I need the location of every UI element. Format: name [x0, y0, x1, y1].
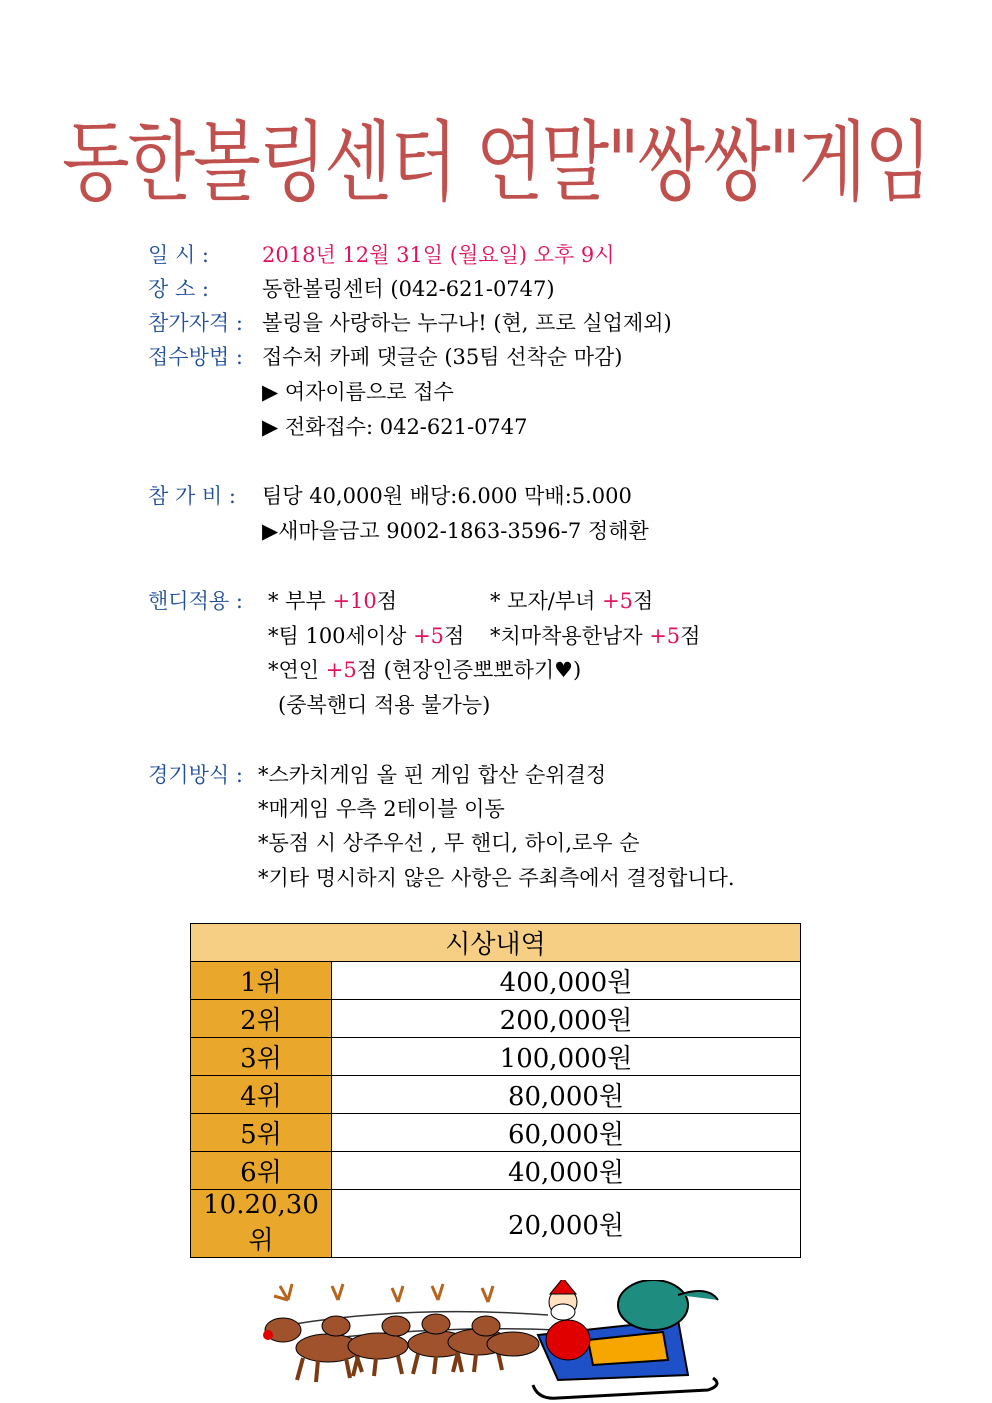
prize-amount: 80,000원 [332, 1076, 801, 1114]
registration-note: ▶ 여자이름으로 접수 [262, 380, 454, 404]
table-row [191, 1000, 801, 1038]
method-line: *스카치게임 올 핀 게임 합산 순위결정 [258, 763, 607, 787]
handicap-item: * 모자/부녀 +5점 [490, 589, 654, 613]
table-row [191, 1190, 801, 1258]
handicap-item: *팀 100세이상 +5점 [268, 624, 465, 648]
registration-label: 접수방법 : [148, 345, 243, 369]
place-value: 동한볼링센터 (042-621-0747) [262, 277, 555, 301]
method-line: *매게임 우측 2테이블 이동 [258, 797, 505, 821]
prize-rank: 4위 [191, 1076, 332, 1114]
handicap-item: * 부부 +10점 [268, 589, 398, 613]
method-line: *기타 명시하지 않은 사항은 주최측에서 결정합니다. [258, 866, 735, 890]
prize-amount: 60,000원 [332, 1114, 801, 1152]
handicap-item: *치마착용한남자 +5점 [490, 624, 701, 648]
handicap-note: (중복핸디 적용 불가능) [278, 693, 491, 717]
prize-amount: 200,000원 [332, 1000, 801, 1038]
santa-icon [546, 1280, 590, 1360]
registration-note: ▶ 전화접수: 042-621-0747 [262, 415, 528, 439]
method-label: 경기방식 : [148, 763, 243, 787]
place-label: 장 소 : [148, 277, 209, 301]
table-row [191, 962, 801, 1000]
method-line: *동점 시 상주우선 , 무 핸디, 하이,로우 순 [258, 831, 640, 855]
table-row [191, 1152, 801, 1190]
prize-table-header: 시상내역 [191, 924, 801, 962]
prize-rank: 1위 [191, 962, 332, 1000]
handicap-label: 핸디적용 : [148, 589, 243, 613]
date-label: 일 시 : [148, 243, 209, 267]
table-row [191, 1038, 801, 1076]
gift-sack-icon [618, 1280, 718, 1330]
prize-table [190, 923, 801, 1258]
qualification-value: 볼링을 사랑하는 누구나! (현, 프로 실업제외) [262, 311, 672, 335]
qualification-label: 참가자격 : [148, 311, 243, 335]
fee-label: 참 가 비 : [148, 484, 236, 508]
prize-amount: 20,000원 [332, 1190, 801, 1258]
bank-account: ▶새마을금고 9002-1863-3596-7 정해환 [262, 519, 649, 543]
table-row [191, 1076, 801, 1114]
reindeer-icon [263, 1284, 362, 1382]
registration-value: 접수처 카페 댓글순 (35팀 선착순 마감) [262, 345, 623, 369]
prize-rank: 10.20,30위 [191, 1190, 332, 1258]
prize-rank: 5위 [191, 1114, 332, 1152]
prize-rank: 2위 [191, 1000, 332, 1038]
prize-rank: 3위 [191, 1038, 332, 1076]
prize-amount: 100,000원 [332, 1038, 801, 1076]
prize-rank: 6위 [191, 1152, 332, 1190]
handicap-item: *연인 +5점 (현장인증뽀뽀하기♥) [268, 658, 582, 682]
fee-value: 팀당 40,000원 배당:6.000 막배:5.000 [262, 484, 632, 508]
santa-sleigh-illustration [258, 1280, 728, 1402]
page-title: 동한볼링센터 연말"쌍쌍"게임 [61, 111, 931, 214]
date-value: 2018년 12월 31일 (월요일) 오후 9시 [262, 243, 615, 267]
prize-amount: 40,000원 [332, 1152, 801, 1190]
prize-amount: 400,000원 [332, 962, 801, 1000]
table-row [191, 1114, 801, 1152]
